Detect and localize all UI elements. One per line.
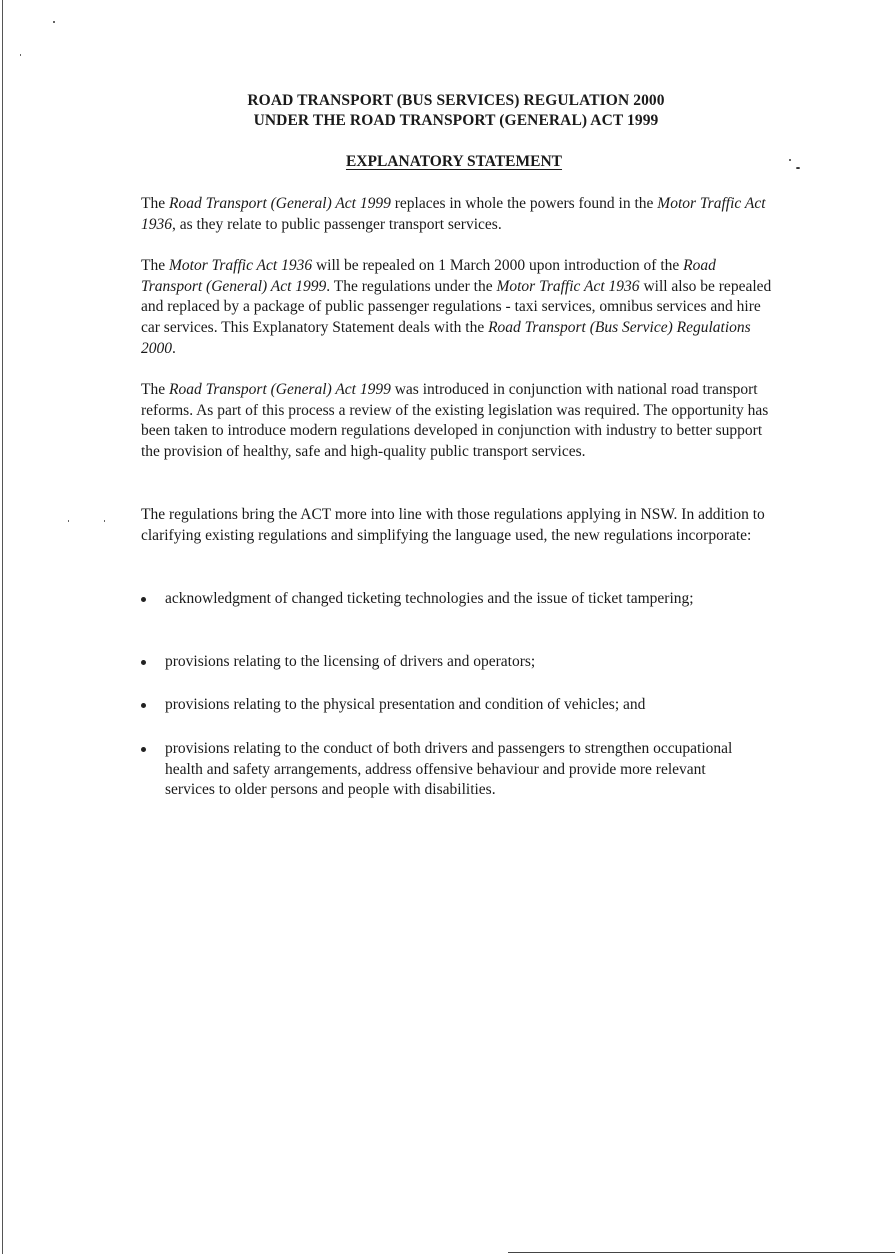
text-run: will be repealed on 1 March 2000 upon introduction of the [312,257,684,274]
text-run: , as they relate to public passenger transport services. [172,215,502,233]
text-run: The [141,257,169,274]
document-title-line-2: UNDER THE ROAD TRANSPORT (GENERAL) ACT 1999 [253,112,659,129]
list-item-text: acknowledgment of changed ticketing technologies and the issue of ticket tampering; [165,590,694,607]
list-item-text: provisions relating to the physical presentation and condition of vehicles; and [165,696,646,713]
text-run: . The regulations under the [326,277,497,295]
explanatory-statement-heading [0,152,895,172]
act-citation: Motor Traffic Act 1936 [168,257,313,274]
document-title-line-1: ROAD TRANSPORT (BUS SERVICES) REGULATION 2000 [247,92,665,109]
list-item-text: provisions relating to the licensing of drivers and operators; [165,653,536,670]
bullet-dot-icon [141,597,146,602]
text-run: replaces in whole the powers found in the [390,195,658,212]
list-item-text: provisions relating to the conduct of both drivers and passengers to strengthen occupational health and safety arrangements, address offensive behaviour and provide more relevant services to older persons and people with disabilities. [165,740,733,798]
text-run: . [172,339,176,357]
paragraph-3 [141,380,773,463]
act-citation: Motor Traffic Act 1936 [496,277,640,295]
scan-speck [53,21,55,23]
text-run: The [141,195,169,212]
paragraph-2 [141,256,773,360]
text-run: will also be repealed and replaced by a package of public passenger regulations - taxi services, omnibus services and hire car services. This Explanatory Statement deals with the [141,277,772,337]
act-citation: Motor Traffic Act 1936 [141,195,766,233]
bullet-dot-icon [141,703,146,708]
text-run: The regulations bring the ACT more into line with those regulations applying in NSW. In addition to clarifying existing regulations and simplifying the language used, the new regulations incorporate: [141,506,765,544]
bullet-dot-icon [141,747,146,752]
bullet-dot-icon [141,660,146,665]
text-run: The [141,381,169,398]
scan-page-edge-left [2,0,3,1254]
act-citation: Road Transport (General) Act 1999 [141,257,716,295]
scan-speck [20,54,21,56]
paragraph-4 [141,505,773,546]
paragraph-1 [141,194,773,235]
text-run: was introduced in conjunction with national road transport reforms. As part of this process a review of the existing legislation was required. The opportunity has been taken to introduce modern regulations developed in conjunction with industry to better support the provision of healthy, safe and high-quality public transport services. [141,381,769,461]
act-citation: Road Transport (General) Act 1999 [168,195,391,212]
regulation-citation: Road Transport (Bus Service) Regulations 2000 [141,319,751,357]
scan-speck [68,520,69,522]
scan-page-edge-bottom [508,1252,895,1253]
scan-speck [104,520,105,522]
act-citation: Road Transport (General) Act 1999 [168,381,391,398]
heading-text: EXPLANATORY STATEMENT [345,153,563,170]
